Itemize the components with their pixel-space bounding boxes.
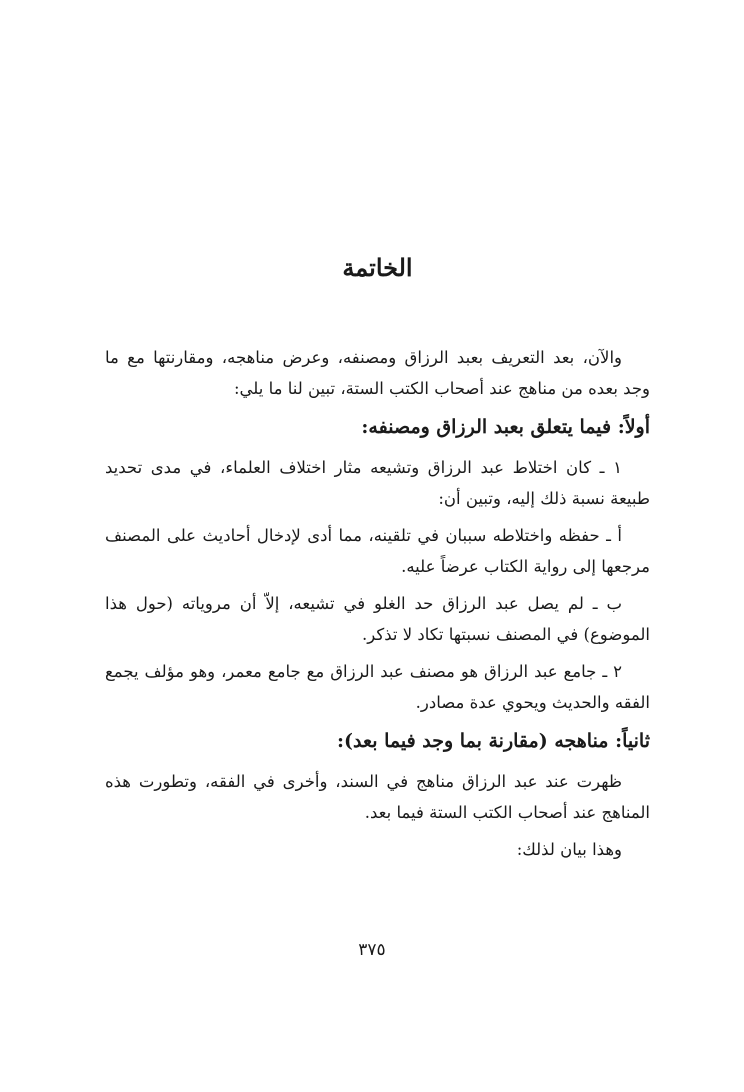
intro-paragraph: والآن، بعد التعريف بعبد الرزاق ومصنفه، وعرض مناهجه، ومقارنتها مع ما وجد بعده من مناهج عند أصحاب الكتب الستة، تبين لنا ما يلي: [105, 348, 650, 398]
section-1-item-1: ١ ـ كان اختلاط عبد الرزاق وتشيعه مثار اختلاف العلماء، في مدى تحديد طبيعة نسبة ذلك إليه، وتبين أن: [105, 458, 650, 508]
section-1-item-2: ٢ ـ جامع عبد الرزاق هو مصنف عبد الرزاق مع جامع معمر، وهو مؤلف يجمع الفقه والحديث ويحوي عدة مصادر. [105, 662, 650, 712]
page-title: الخاتمة [342, 253, 413, 282]
section-2-lead-in: وهذا بيان لذلك: [516, 840, 622, 859]
section-1-item-b: ب ـ لم يصل عبد الرزاق حد الغلو في تشيعه، إلاّ أن مروياته (حول هذا الموضوع) في المصنف نسبتها تكاد لا تذكر. [105, 594, 650, 644]
section-2-paragraph: ظهرت عند عبد الرزاق مناهج في السند، وأخرى في الفقه، وتطورت هذه المناهج عند أصحاب الكتب الستة فيما بعد. [105, 772, 650, 822]
section-1-item-a: أ ـ حفظه واختلاطه سببان في تلقينه، مما أدى لإدخال أحاديث على المصنف مرجعها إلى رواية الكتاب عرضاً عليه. [105, 526, 650, 576]
page-content [105, 250, 650, 871]
section-1-heading: أولاً: فيما يتعلق بعبد الرزاق ومصنفه: [361, 416, 650, 438]
section-2-heading: ثانياً: مناهجه (مقارنة بما وجد فيما بعد): [337, 730, 650, 752]
page-number: ٣٧٥ [358, 940, 386, 960]
